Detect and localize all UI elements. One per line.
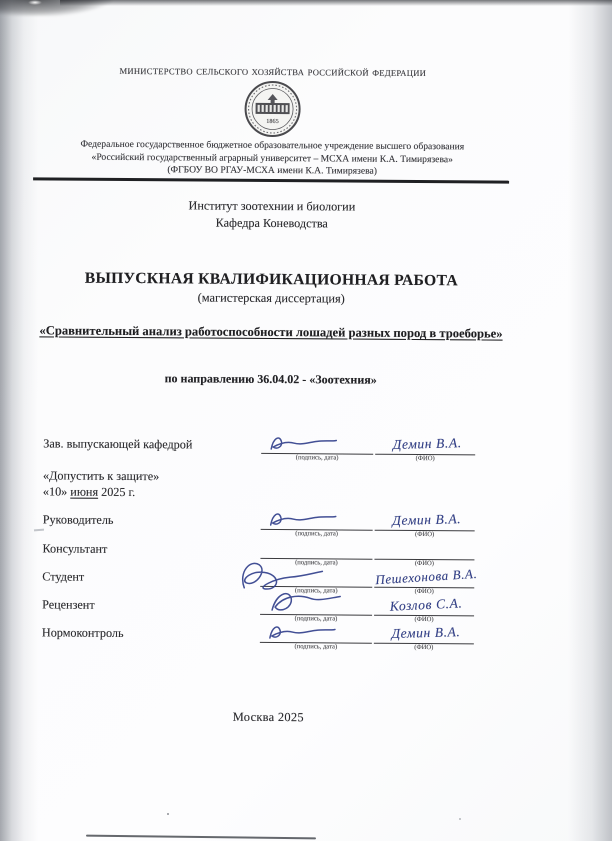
approval-date-suffix: 2025 г. [98,484,136,499]
signature-line [261,433,373,462]
signature-label: Консультант [42,541,108,556]
sign-caption: (подпись, дата) [295,559,338,567]
fio-caption: (ФИО) [415,455,435,463]
approval-date-line [43,484,159,500]
fio-caption: (ФИО) [414,616,434,624]
work-type-title: ВЫПУСКНАЯ КВАЛИФИКАЦИОННАЯ РАБОТА [84,269,459,290]
fio-line [374,595,474,624]
signature-line [261,509,373,538]
signature-line [260,622,372,651]
fio-line [374,623,474,652]
institution-line-1: Федеральное государственное бюджетное образовательное учреждение высшего образования [80,138,465,153]
institute-name: Институт зоотехнии и биологии [188,198,356,214]
approval-block [43,468,159,500]
approval-date-prefix: «10» [42,483,68,499]
seal-year: 1865 [266,117,279,126]
handwritten-name: Демин В.А. [392,511,462,529]
signature-line [260,566,372,595]
handwritten-signature [267,509,339,532]
signature-label: Нормоконтроль [41,625,124,640]
department-name: Кафедра Коневодства [215,215,328,231]
approval-line-1: «Допустить к защите» [42,468,160,484]
handwritten-name: Козлов С.А. [389,595,463,614]
signature-line [260,594,372,623]
institution-name [33,138,511,179]
handwritten-name: Демин В.А. [391,624,461,642]
signature-row-norm-control [30,617,508,652]
fio-line [374,565,478,596]
handwritten-signature [266,586,346,617]
sign-caption: (подпись, дата) [295,530,338,538]
sign-caption: (подпись, дата) [294,643,338,651]
work-subtype: (магистерская диссертация) [197,290,345,306]
institute-block [33,196,511,233]
fio-line [375,434,475,463]
handwritten-signature [266,622,338,645]
sign-caption: (подпись, дата) [295,454,339,462]
sign-caption: (подпись, дата) [294,587,338,595]
signature-label: Руководитель [42,512,114,527]
fio-caption: (ФИО) [415,531,435,539]
institution-line-2: «Российский государственный аграрный университет – МСХА имени К.А. Тимирязева» [91,151,453,165]
signature-label: Студент [42,569,85,584]
scan-shadow-right [568,0,612,841]
thesis-title: «Сравнительный анализ работоспособности лошадей разных пород в троеборье» [39,323,503,341]
title-page [28,0,512,841]
fio-line [374,539,474,568]
handwritten-name: Демин В.А. [392,435,462,453]
fio-caption: (ФИО) [414,644,434,652]
ministry-header: МИНИСТЕРСТВО СЕЛЬСКОГО ХОЗЯЙСТВА РОССИЙСКОЙ ФЕДЕРАЦИИ [119,65,427,79]
signature-row-head-of-department [31,428,509,463]
institution-line-3: (ФГБОУ ВО РГАУ-МСХА имени К.А. Тимирязева) [167,164,378,177]
sign-caption: (подпись, дата) [294,615,338,623]
city-year-footer: Москва 2025 [232,709,304,725]
approval-date-month: июня [70,484,99,499]
signature-label: Зав. выпускающей кафедрой [43,436,193,452]
handwritten-signature [267,433,339,456]
university-seal-icon [33,78,511,144]
fio-caption: (ФИО) [414,560,435,568]
fio-line [375,510,475,539]
handwritten-name: Пешехонова В.А. [374,565,478,588]
study-program: по направлению 36.04.02 - «Зоотехния» [164,371,377,387]
signature-label: Рецензент [42,597,95,612]
fio-caption: (ФИО) [414,588,434,596]
